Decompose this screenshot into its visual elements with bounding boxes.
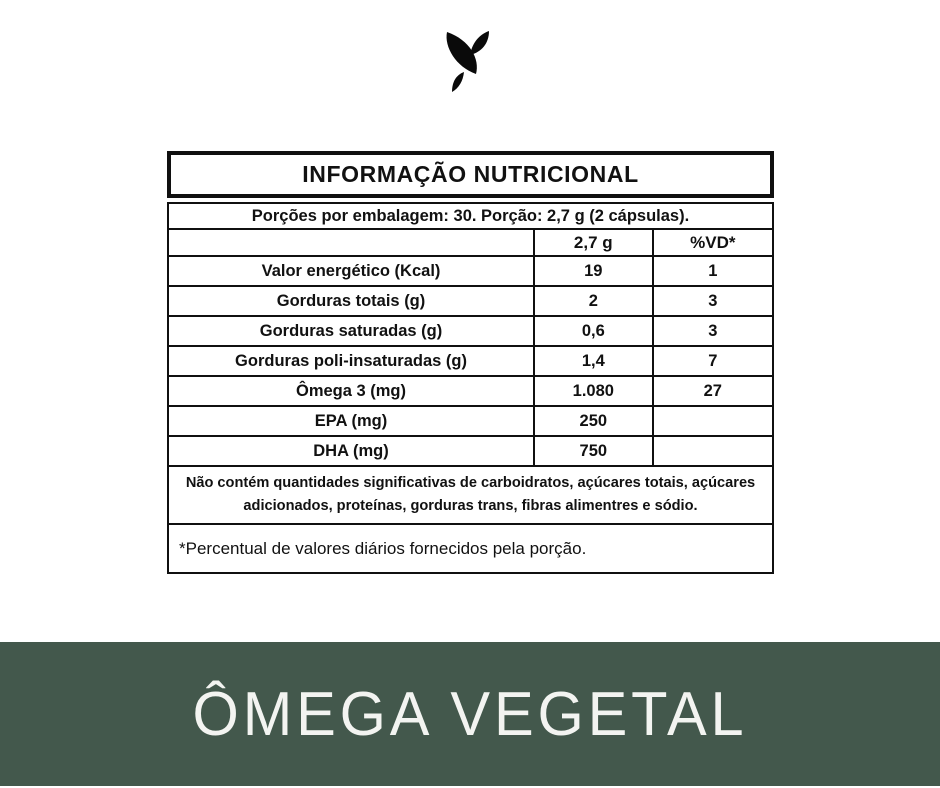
column-header-label xyxy=(168,229,534,256)
column-header-row xyxy=(168,229,773,256)
table-row xyxy=(168,376,773,406)
row-dv: 3 xyxy=(653,316,773,346)
row-amount: 0,6 xyxy=(534,316,653,346)
servings-row xyxy=(168,203,773,229)
daily-value-footnote: *Percentual de valores diários fornecidos pela porção. xyxy=(168,524,773,573)
row-label: Valor energético (Kcal) xyxy=(168,256,534,286)
no-significant-amounts-note-row xyxy=(168,466,773,524)
row-dv: 1 xyxy=(653,256,773,286)
product-name-banner xyxy=(0,642,940,786)
product-name: ÔMEGA VEGETAL xyxy=(192,679,748,749)
bird-leaf-logo-glyph xyxy=(444,31,492,93)
row-amount: 2 xyxy=(534,286,653,316)
row-amount: 1.080 xyxy=(534,376,653,406)
row-dv: 27 xyxy=(653,376,773,406)
row-label: DHA (mg) xyxy=(168,436,534,466)
row-amount: 250 xyxy=(534,406,653,436)
table-row xyxy=(168,286,773,316)
table-row xyxy=(168,316,773,346)
row-label: Gorduras saturadas (g) xyxy=(168,316,534,346)
daily-value-footnote-row xyxy=(168,524,773,573)
servings-info: Porções por embalagem: 30. Porção: 2,7 g (2 cápsulas). xyxy=(168,203,773,229)
nutrition-panel xyxy=(167,151,774,574)
row-amount: 19 xyxy=(534,256,653,286)
table-row xyxy=(168,346,773,376)
column-header-dv: %VD* xyxy=(653,229,773,256)
nutrition-table xyxy=(167,202,774,574)
row-dv xyxy=(653,406,773,436)
row-label: EPA (mg) xyxy=(168,406,534,436)
row-label: Gorduras totais (g) xyxy=(168,286,534,316)
row-label: Ômega 3 (mg) xyxy=(168,376,534,406)
nutrition-title-box xyxy=(167,151,774,198)
table-row xyxy=(168,406,773,436)
row-label: Gorduras poli-insaturadas (g) xyxy=(168,346,534,376)
row-dv xyxy=(653,436,773,466)
table-row xyxy=(168,436,773,466)
table-row xyxy=(168,256,773,286)
row-dv: 7 xyxy=(653,346,773,376)
row-amount: 750 xyxy=(534,436,653,466)
row-amount: 1,4 xyxy=(534,346,653,376)
nutrition-title: INFORMAÇÃO NUTRICIONAL xyxy=(302,161,639,187)
row-dv: 3 xyxy=(653,286,773,316)
no-significant-amounts-note: Não contém quantidades significativas de carboidratos, açúcares totais, açúcares adicionados, proteínas, gorduras trans, fibras alimentres e sódio. xyxy=(168,466,773,524)
bird-leaf-logo xyxy=(444,31,492,93)
column-header-amount: 2,7 g xyxy=(534,229,653,256)
